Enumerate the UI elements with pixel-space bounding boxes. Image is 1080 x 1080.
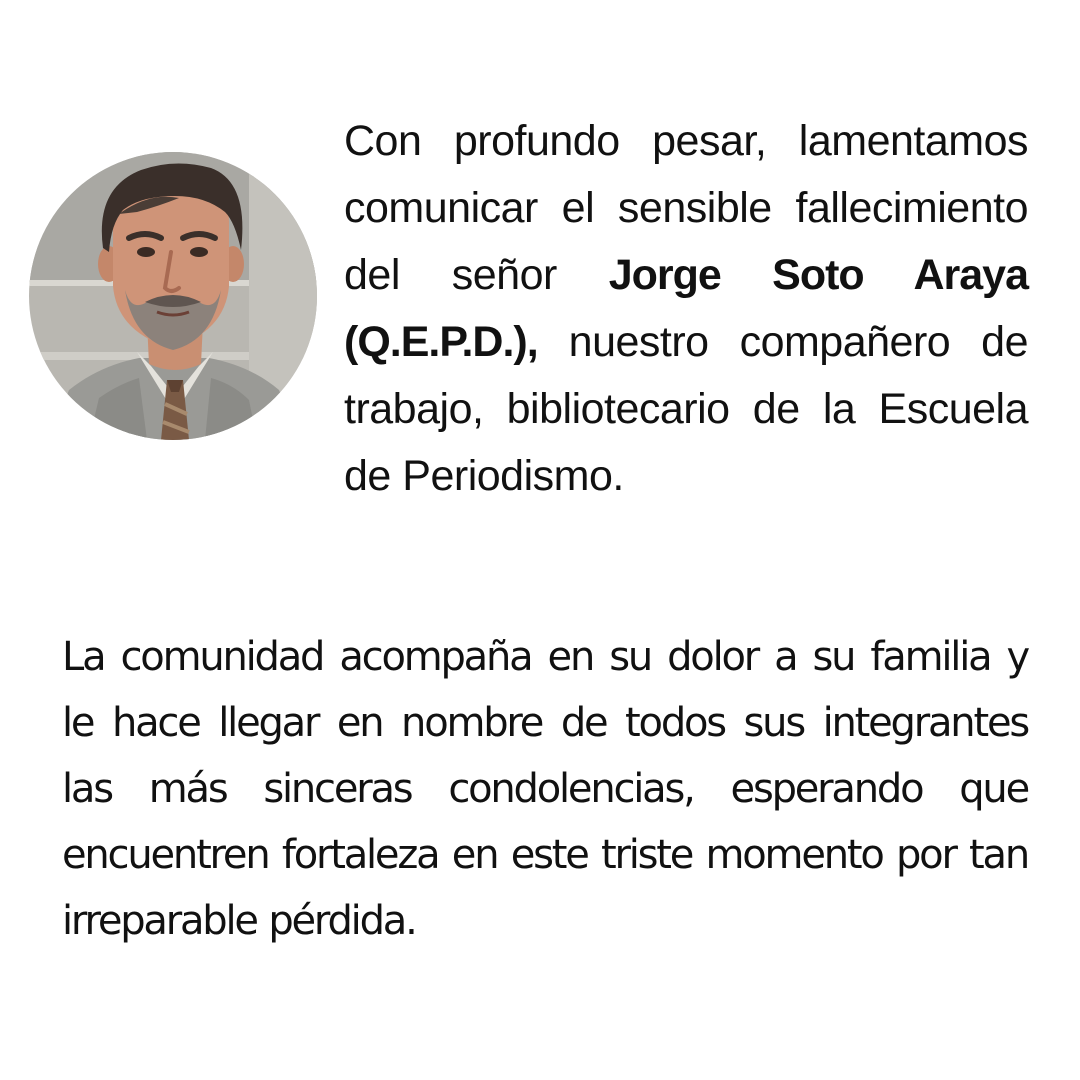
condolences-paragraph: La comunidad acompaña en su dolor a su familia y le hace llegar en nombre de todos sus integrantes las más sinceras condolencias, esperando que encuentren fortaleza en este triste momento por tan irreparable pérdida. [62,634,1028,944]
portrait-photo [29,152,317,440]
portrait-illustration [29,152,317,440]
announcement-intro: Con profundo pesar, lamentamos comunicar el sensible fallecimiento del señor [344,117,1028,299]
announcement-outro: nuestro compañero de trabajo, bibliotecario de la Escuela de Periodismo. [344,318,1028,500]
announcement-paragraph [344,108,1028,510]
deceased-name: Jorge Soto Araya (Q.E.P.D.), [344,251,1028,366]
